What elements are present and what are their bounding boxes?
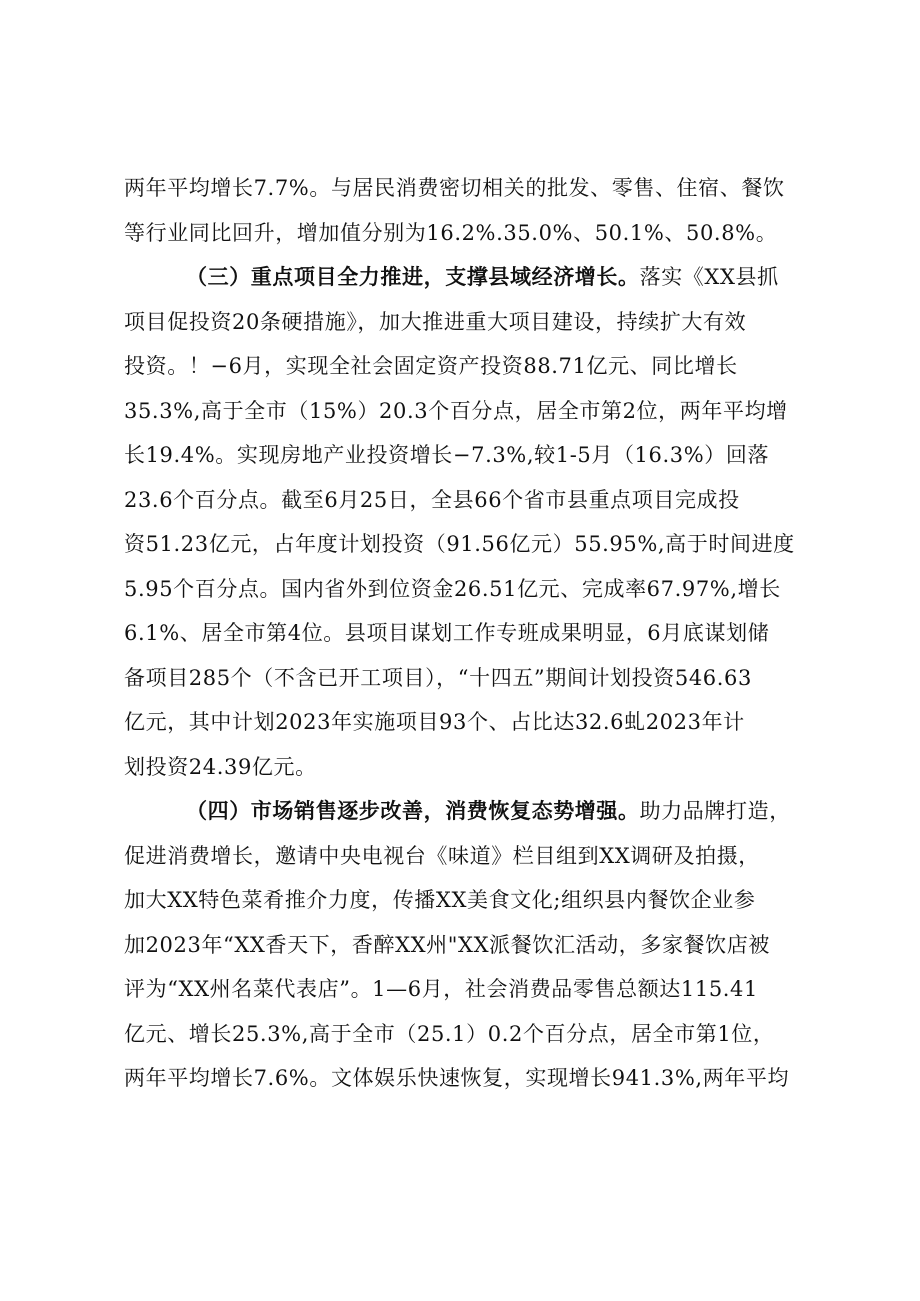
section-4-heading: （四）市场销售逐步改善，消费恢复态势增强。 (186, 799, 640, 823)
body-line-6: 35.3%,高于全市（15%）20.3个百分点，居全市第2位，两年平均增 (124, 399, 788, 423)
section-4-first-line (186, 791, 826, 831)
body-line-7: 长19.4%。实现房地产业投资增长−7.3%,较1-5月（16.3%）回落 (124, 443, 770, 467)
body-line-18: 加2023年“XX香天下，香醉XX州"XX派餐饮汇活动，多家餐饮店被 (124, 933, 770, 957)
body-line-13: 亿元，其中计划2023年实施项目93个、占比达32.6虬2023年计 (124, 710, 745, 734)
body-line-16: 促进消费增长，邀请中央电视台《味道》栏目组到XX调研及拍摄， (124, 844, 760, 868)
body-line-20: 亿元、增长25.3%,高于全市（25.1）0.2个百分点，居全市第1位， (124, 1022, 775, 1046)
body-line-14: 划投资24.39亿元。 (124, 755, 317, 779)
body-line-12: 备项目285个（不含已开工项目），“十四五”期间计划投资546.63 (124, 666, 752, 690)
body-line-4: 项目促投资20条硬措施》，加大推进重大项目建设，持续扩大有效 (124, 310, 747, 334)
body-line-5: 投资。！−6月，实现全社会固定资产投资88.71亿元、同比增长 (124, 354, 738, 378)
body-line-9: 资51.23亿元，占年度计划投资（91.56亿元）55.95%,高于时间进度 (124, 532, 795, 556)
section-3-first-line (186, 257, 826, 297)
body-line-1: 两年平均增长7.7%。与居民消费密切相关的批发、零售、住宿、餐饮 (124, 176, 785, 200)
body-line-8: 23.6个百分点。截至6月25日，全县66个省市县重点项目完成投 (124, 488, 740, 512)
body-line-2: 等行业同比回升，增加值分别为16.2%.35.0%、50.1%、50.8%。 (124, 221, 778, 245)
body-line-17: 加大XX特色菜肴推介力度，传播XX美食文化;组织县内餐饮企业参 (124, 888, 756, 912)
body-line-11: 6.1%、居全市第4位。县项目谋划工作专班成果明显，6月底谋划储 (124, 621, 770, 645)
body-line-10: 5.95个百分点。国内省外到位资金26.51亿元、完成率67.97%,增长 (124, 577, 781, 601)
section-4-lead-text: 助力品牌打造， (639, 799, 791, 823)
section-3-lead-text: 落实《XX县抓 (639, 265, 779, 289)
section-3-heading: （三）重点项目全力推进，支撑县域经济增长。 (186, 265, 640, 289)
body-line-21: 两年平均增长7.6%。文体娱乐快速恢复，实现增长941.3%,两年平均 (124, 1066, 790, 1090)
body-line-19: 评为“XX州名菜代表店”。1—6月，社会消费品零售总额达115.41 (124, 977, 758, 1001)
